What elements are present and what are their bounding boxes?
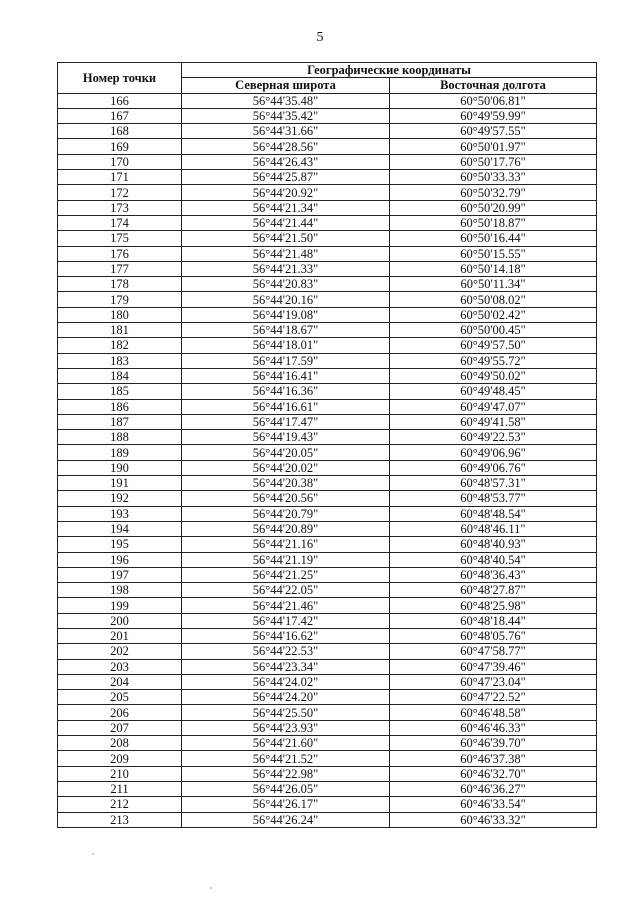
latitude-cell: 56°44'21.33"	[182, 261, 390, 276]
point-number-cell: 186	[58, 399, 182, 414]
longitude-cell: 60°48'40.54"	[390, 552, 597, 567]
point-number-cell: 203	[58, 659, 182, 674]
point-number-cell: 188	[58, 430, 182, 445]
latitude-cell: 56°44'24.20"	[182, 690, 390, 705]
latitude-header: Северная широта	[182, 78, 390, 93]
table-row	[58, 583, 597, 598]
latitude-cell: 56°44'18.67"	[182, 323, 390, 338]
point-number-cell: 179	[58, 292, 182, 307]
point-number-cell: 185	[58, 384, 182, 399]
coordinates-table	[57, 62, 597, 828]
latitude-cell: 56°44'16.61"	[182, 399, 390, 414]
longitude-cell: 60°48'53.77"	[390, 491, 597, 506]
table-row	[58, 491, 597, 506]
table-row	[58, 598, 597, 613]
table-row	[58, 154, 597, 169]
point-number-cell: 198	[58, 583, 182, 598]
table-row	[58, 674, 597, 689]
longitude-cell: 60°48'36.43"	[390, 567, 597, 582]
longitude-cell: 60°49'41.58"	[390, 414, 597, 429]
latitude-cell: 56°44'28.56"	[182, 139, 390, 154]
table-row	[58, 537, 597, 552]
latitude-cell: 56°44'21.19"	[182, 552, 390, 567]
point-number-cell: 201	[58, 628, 182, 643]
latitude-cell: 56°44'17.47"	[182, 414, 390, 429]
longitude-cell: 60°50'00.45"	[390, 323, 597, 338]
table-row	[58, 139, 597, 154]
latitude-cell: 56°44'21.52"	[182, 751, 390, 766]
point-number-cell: 192	[58, 491, 182, 506]
table-row	[58, 215, 597, 230]
table-row	[58, 552, 597, 567]
point-number-cell: 199	[58, 598, 182, 613]
latitude-cell: 56°44'31.66"	[182, 124, 390, 139]
longitude-cell: 60°50'14.18"	[390, 261, 597, 276]
longitude-cell: 60°47'22.52"	[390, 690, 597, 705]
point-number-cell: 166	[58, 93, 182, 108]
table-row	[58, 659, 597, 674]
longitude-cell: 60°50'33.33"	[390, 170, 597, 185]
table-row	[58, 185, 597, 200]
point-number-cell: 205	[58, 690, 182, 705]
longitude-cell: 60°46'39.70"	[390, 736, 597, 751]
point-number-cell: 170	[58, 154, 182, 169]
latitude-cell: 56°44'35.48"	[182, 93, 390, 108]
point-number-cell: 211	[58, 781, 182, 796]
point-number-cell: 187	[58, 414, 182, 429]
table-row	[58, 246, 597, 261]
longitude-cell: 60°49'06.96"	[390, 445, 597, 460]
longitude-cell: 60°50'11.34"	[390, 277, 597, 292]
point-number-cell: 169	[58, 139, 182, 154]
scan-speck	[92, 853, 94, 855]
longitude-cell: 60°48'46.11"	[390, 521, 597, 536]
point-number-cell: 175	[58, 231, 182, 246]
latitude-cell: 56°44'20.16"	[182, 292, 390, 307]
longitude-cell: 60°49'50.02"	[390, 368, 597, 383]
latitude-cell: 56°44'16.41"	[182, 368, 390, 383]
latitude-cell: 56°44'20.83"	[182, 277, 390, 292]
point-number-cell: 174	[58, 215, 182, 230]
latitude-cell: 56°44'22.53"	[182, 644, 390, 659]
table-row	[58, 353, 597, 368]
longitude-cell: 60°49'48.45"	[390, 384, 597, 399]
table-row	[58, 108, 597, 123]
longitude-cell: 60°50'08.02"	[390, 292, 597, 307]
table-row	[58, 736, 597, 751]
page-number: 5	[316, 30, 324, 45]
latitude-cell: 56°44'20.56"	[182, 491, 390, 506]
longitude-cell: 60°48'27.87"	[390, 583, 597, 598]
longitude-cell: 60°47'39.46"	[390, 659, 597, 674]
longitude-cell: 60°49'55.72"	[390, 353, 597, 368]
latitude-cell: 56°44'26.43"	[182, 154, 390, 169]
point-number-cell: 183	[58, 353, 182, 368]
point-number-cell: 212	[58, 797, 182, 812]
table-row	[58, 307, 597, 322]
point-number-cell: 176	[58, 246, 182, 261]
table-row	[58, 277, 597, 292]
longitude-cell: 60°46'48.58"	[390, 705, 597, 720]
latitude-cell: 56°44'21.60"	[182, 736, 390, 751]
table-row	[58, 414, 597, 429]
point-number-cell: 173	[58, 200, 182, 215]
point-number-cell: 180	[58, 307, 182, 322]
point-number-cell: 213	[58, 812, 182, 827]
table-row	[58, 93, 597, 108]
latitude-cell: 56°44'26.24"	[182, 812, 390, 827]
table-row	[58, 705, 597, 720]
latitude-cell: 56°44'18.01"	[182, 338, 390, 353]
table-row	[58, 170, 597, 185]
point-number-cell: 178	[58, 277, 182, 292]
point-number-cell: 184	[58, 368, 182, 383]
longitude-cell: 60°50'01.97"	[390, 139, 597, 154]
latitude-cell: 56°44'22.05"	[182, 583, 390, 598]
latitude-cell: 56°44'21.34"	[182, 200, 390, 215]
point-number-cell: 206	[58, 705, 182, 720]
table-row	[58, 567, 597, 582]
table-row	[58, 292, 597, 307]
scan-speck	[210, 887, 212, 889]
table-row	[58, 323, 597, 338]
latitude-cell: 56°44'20.05"	[182, 445, 390, 460]
point-number-cell: 171	[58, 170, 182, 185]
table-row	[58, 720, 597, 735]
latitude-cell: 56°44'20.38"	[182, 476, 390, 491]
latitude-cell: 56°44'17.59"	[182, 353, 390, 368]
table-row	[58, 797, 597, 812]
point-number-cell: 196	[58, 552, 182, 567]
longitude-cell: 60°48'05.76"	[390, 628, 597, 643]
table-row	[58, 613, 597, 628]
point-number-cell: 195	[58, 537, 182, 552]
latitude-cell: 56°44'21.16"	[182, 537, 390, 552]
latitude-cell: 56°44'20.89"	[182, 521, 390, 536]
longitude-cell: 60°46'46.33"	[390, 720, 597, 735]
longitude-cell: 60°50'17.76"	[390, 154, 597, 169]
point-number-cell: 204	[58, 674, 182, 689]
geo-coords-header: Географические координаты	[182, 63, 597, 78]
longitude-cell: 60°47'58.77"	[390, 644, 597, 659]
table-body	[58, 93, 597, 827]
longitude-cell: 60°50'16.44"	[390, 231, 597, 246]
point-number-header: Номер точки	[58, 63, 182, 94]
longitude-cell: 60°49'47.07"	[390, 399, 597, 414]
point-number-cell: 181	[58, 323, 182, 338]
table-row	[58, 231, 597, 246]
latitude-cell: 56°44'19.43"	[182, 430, 390, 445]
latitude-cell: 56°44'21.50"	[182, 231, 390, 246]
latitude-cell: 56°44'24.02"	[182, 674, 390, 689]
table-row	[58, 460, 597, 475]
table-row	[58, 399, 597, 414]
table-row	[58, 430, 597, 445]
table-row	[58, 261, 597, 276]
table-row	[58, 812, 597, 827]
point-number-cell: 193	[58, 506, 182, 521]
table-row	[58, 521, 597, 536]
point-number-cell: 168	[58, 124, 182, 139]
latitude-cell: 56°44'21.25"	[182, 567, 390, 582]
latitude-cell: 56°44'25.87"	[182, 170, 390, 185]
latitude-cell: 56°44'20.92"	[182, 185, 390, 200]
table-header	[58, 63, 597, 94]
table-row	[58, 751, 597, 766]
longitude-cell: 60°50'32.79"	[390, 185, 597, 200]
latitude-cell: 56°44'19.08"	[182, 307, 390, 322]
point-number-cell: 190	[58, 460, 182, 475]
table-row	[58, 628, 597, 643]
table-row	[58, 506, 597, 521]
longitude-cell: 60°50'18.87"	[390, 215, 597, 230]
longitude-cell: 60°48'18.44"	[390, 613, 597, 628]
point-number-cell: 209	[58, 751, 182, 766]
longitude-cell: 60°46'33.32"	[390, 812, 597, 827]
point-number-cell: 207	[58, 720, 182, 735]
latitude-cell: 56°44'16.62"	[182, 628, 390, 643]
latitude-cell: 56°44'20.02"	[182, 460, 390, 475]
longitude-cell: 60°48'40.93"	[390, 537, 597, 552]
longitude-cell: 60°50'15.55"	[390, 246, 597, 261]
latitude-cell: 56°44'16.36"	[182, 384, 390, 399]
table-row	[58, 445, 597, 460]
table-row	[58, 200, 597, 215]
longitude-cell: 60°46'37.38"	[390, 751, 597, 766]
table-row	[58, 690, 597, 705]
point-number-cell: 208	[58, 736, 182, 751]
latitude-cell: 56°44'26.05"	[182, 781, 390, 796]
latitude-cell: 56°44'17.42"	[182, 613, 390, 628]
point-number-cell: 200	[58, 613, 182, 628]
longitude-cell: 60°50'02.42"	[390, 307, 597, 322]
table-row	[58, 781, 597, 796]
longitude-cell: 60°46'33.54"	[390, 797, 597, 812]
table-row	[58, 766, 597, 781]
table-row	[58, 338, 597, 353]
longitude-cell: 60°48'57.31"	[390, 476, 597, 491]
latitude-cell: 56°44'22.98"	[182, 766, 390, 781]
longitude-cell: 60°49'59.99"	[390, 108, 597, 123]
latitude-cell: 56°44'26.17"	[182, 797, 390, 812]
point-number-cell: 202	[58, 644, 182, 659]
longitude-cell: 60°46'36.27"	[390, 781, 597, 796]
longitude-cell: 60°50'20.99"	[390, 200, 597, 215]
latitude-cell: 56°44'35.42"	[182, 108, 390, 123]
table-row	[58, 124, 597, 139]
latitude-cell: 56°44'21.44"	[182, 215, 390, 230]
longitude-cell: 60°50'06.81"	[390, 93, 597, 108]
point-number-cell: 197	[58, 567, 182, 582]
latitude-cell: 56°44'21.46"	[182, 598, 390, 613]
latitude-cell: 56°44'21.48"	[182, 246, 390, 261]
longitude-header: Восточная долгота	[390, 78, 597, 93]
longitude-cell: 60°49'22.53"	[390, 430, 597, 445]
table-row	[58, 384, 597, 399]
point-number-cell: 189	[58, 445, 182, 460]
latitude-cell: 56°44'23.93"	[182, 720, 390, 735]
table-row	[58, 368, 597, 383]
latitude-cell: 56°44'20.79"	[182, 506, 390, 521]
longitude-cell: 60°48'25.98"	[390, 598, 597, 613]
latitude-cell: 56°44'25.50"	[182, 705, 390, 720]
point-number-cell: 210	[58, 766, 182, 781]
point-number-cell: 194	[58, 521, 182, 536]
longitude-cell: 60°49'57.50"	[390, 338, 597, 353]
longitude-cell: 60°49'57.55"	[390, 124, 597, 139]
point-number-cell: 191	[58, 476, 182, 491]
longitude-cell: 60°49'06.76"	[390, 460, 597, 475]
latitude-cell: 56°44'23.34"	[182, 659, 390, 674]
point-number-cell: 172	[58, 185, 182, 200]
point-number-cell: 167	[58, 108, 182, 123]
point-number-cell: 182	[58, 338, 182, 353]
longitude-cell: 60°48'48.54"	[390, 506, 597, 521]
table-row	[58, 644, 597, 659]
point-number-cell: 177	[58, 261, 182, 276]
longitude-cell: 60°47'23.04"	[390, 674, 597, 689]
table-row	[58, 476, 597, 491]
longitude-cell: 60°46'32.70"	[390, 766, 597, 781]
